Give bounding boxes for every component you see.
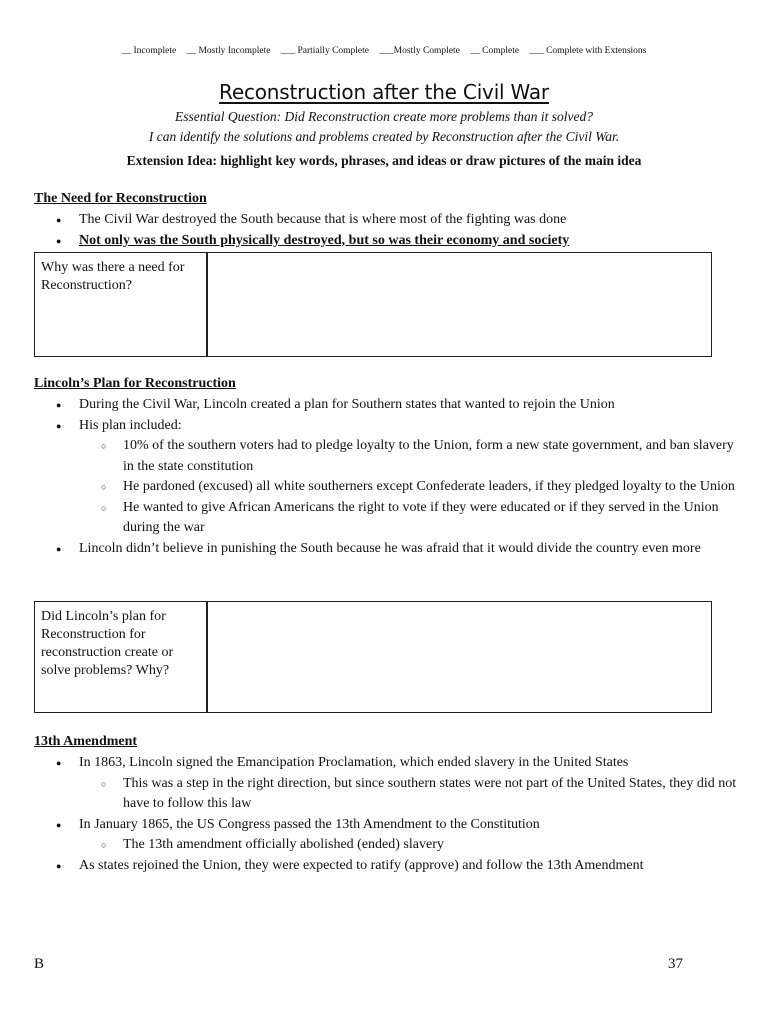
bullet-item: ● The Civil War destroyed the South because that is where most of the fighting was done: [34, 210, 744, 231]
rubric-complete-with-extensions: ___ Complete with Extensions: [529, 46, 647, 56]
response-prompt: Why was there a need for Reconstruction?: [35, 253, 208, 356]
response-answer-area[interactable]: [208, 253, 711, 356]
bullet-item: ● Not only was the South physically destroyed, but so was their economy and society: [34, 231, 744, 252]
section-heading-13th-amendment: 13th Amendment: [34, 734, 138, 749]
extension-idea: Extension Idea: highlight key words, phrases, and ideas or draw pictures of the main idea: [126, 153, 642, 168]
rubric-incomplete: __ Incomplete: [121, 46, 177, 56]
sub-bullet-item: ○ The 13th amendment officially abolished (ended) slavery: [34, 835, 744, 856]
bullet-item: ● As states rejoined the Union, they were expected to ratify (approve) and follow the 13th Amendment: [34, 856, 744, 877]
sub-bullet-item: ○ This was a step in the right direction, but since southern states were not part of the United States, they did not have to follow this law: [34, 774, 744, 815]
response-box-lincoln: [34, 601, 712, 713]
section-lincoln-bullets: [34, 395, 744, 559]
response-box-need: [34, 252, 712, 357]
bullet-item: ● His plan included:: [34, 416, 744, 437]
essential-question: Essential Question: Did Reconstruction create more problems than it solved?: [174, 109, 594, 124]
sub-bullet-item: ○ He wanted to give African Americans the right to vote if they were educated or if they served in the Union during the war: [34, 498, 744, 539]
bullet-item: ● In January 1865, the US Congress passed the 13th Amendment to the Constitution: [34, 815, 744, 836]
bullet-item: ● Lincoln didn’t believe in punishing the South because he was afraid that it would divide the country even more: [34, 539, 744, 560]
section-heading-lincoln-plan: Lincoln’s Plan for Reconstruction: [34, 376, 236, 391]
page-title: Reconstruction after the Civil War: [219, 80, 549, 104]
learning-target: I can identify the solutions and problems created by Reconstruction after the Civil War.: [148, 129, 620, 144]
bullet-item: ● In 1863, Lincoln signed the Emancipation Proclamation, which ended slavery in the United States: [34, 753, 744, 774]
rubric-complete: __ Complete: [470, 46, 520, 56]
rubric-mostly-incomplete: __ Mostly Incomplete: [186, 46, 271, 56]
footer-label: B: [34, 956, 45, 972]
section-heading-need: The Need for Reconstruction: [34, 191, 207, 206]
rubric-mostly-complete: ___Mostly Complete: [379, 46, 460, 56]
completion-rubric: [0, 46, 768, 56]
sub-bullet-item: ○ He pardoned (excused) all white southerners except Confederate leaders, if they pledged loyalty to the Union: [34, 477, 744, 498]
section-13th-bullets: [34, 753, 744, 876]
bullet-item: ● During the Civil War, Lincoln created a plan for Southern states that wanted to rejoin the Union: [34, 395, 744, 416]
response-answer-area[interactable]: [208, 602, 711, 712]
page-number: 37: [668, 956, 683, 972]
sub-bullet-item: ○ 10% of the southern voters had to pledge loyalty to the Union, form a new state government, and ban slavery in the state constitution: [34, 436, 744, 477]
section-need-bullets: [34, 210, 744, 251]
rubric-partially-complete: ___ Partially Complete: [280, 46, 370, 56]
response-prompt: Did Lincoln’s plan for Reconstruction for reconstruction create or solve problems? Why?: [35, 602, 208, 712]
